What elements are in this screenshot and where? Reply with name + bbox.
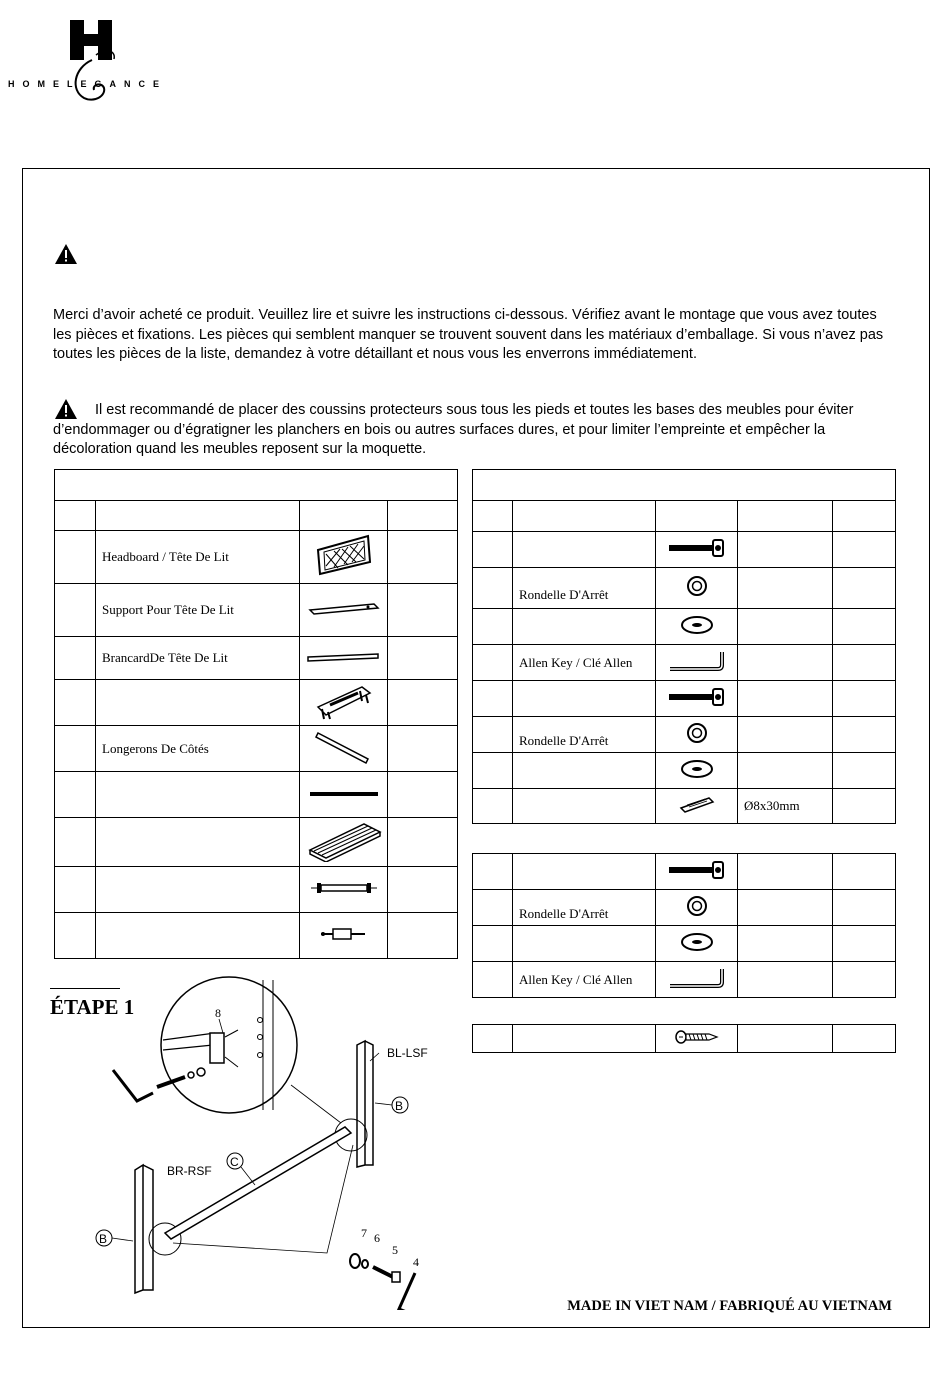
dowel-icon: [677, 794, 717, 814]
screw-icon: [673, 1029, 721, 1045]
part-label: Rondelle D'Arrêt: [513, 568, 656, 609]
table-row: [473, 532, 896, 568]
rail-c: [165, 1127, 351, 1239]
svg-text:6: 6: [374, 1231, 380, 1245]
lock-washer-icon: [685, 721, 709, 745]
part-label: Rondelle D'Arrêt: [513, 890, 656, 926]
bolt-icon: [665, 686, 729, 708]
svg-text:C: C: [230, 1155, 239, 1169]
center-rail-icon: [309, 879, 379, 897]
support-bracket-icon: [308, 598, 380, 618]
lock-washer-icon: [685, 894, 709, 918]
table-row: [55, 637, 458, 680]
svg-text:B: B: [99, 1232, 108, 1246]
table-row: [55, 772, 458, 818]
country-of-origin: MADE IN VIET NAM / FABRIQUÉ AU VIETNAM: [567, 1298, 892, 1314]
table-row: [55, 531, 458, 584]
table-row: [55, 867, 458, 913]
logo-h-mark: [70, 20, 112, 60]
center-leg-icon: [319, 925, 369, 943]
intro-paragraph: Merci d’avoir acheté ce produit. Veuillez lire et suivre les instructions ci-dessous. Vérifiez avant le montage que vous avez toutes les pièces et fixations. Les pièces qui semblent manquer se trouvent souvent dans les matériaux d’emballage. Si vous n’avez pas toutes les pièces de la liste, demandez à votre détaillant et nous vous les enverrons immédiatement.: [53, 307, 884, 362]
footboard-icon: [314, 681, 374, 721]
table-row: [473, 568, 896, 609]
brand-logo: [0, 15, 200, 115]
brand-wordmark: HOMELEGANCE: [8, 79, 168, 89]
table-row: [473, 854, 896, 890]
table-row: [473, 645, 896, 681]
post-br-rsf: [135, 1165, 153, 1293]
part-label: Allen Key / Clé Allen: [513, 962, 656, 998]
detail-zoom-circle: [161, 977, 297, 1113]
allen-key-drawing: [113, 1070, 153, 1101]
allen-key-icon: [666, 648, 728, 674]
table-row: [473, 1025, 896, 1053]
hardware-table: [472, 1024, 896, 1053]
table-row: [473, 609, 896, 645]
headboard-icon: [314, 532, 374, 578]
bolt-icon: [665, 537, 729, 559]
svg-text:7: 7: [361, 1226, 367, 1240]
table-row: [473, 753, 896, 789]
table-header: [473, 470, 896, 501]
svg-text:BR-RSF: BR-RSF: [167, 1164, 212, 1178]
allen-key-icon: [666, 965, 728, 991]
table-row: [473, 789, 896, 824]
table-row: [473, 962, 896, 998]
part-label: Support Pour Tête De Lit: [96, 584, 300, 637]
size-label: Ø8x30mm: [738, 789, 833, 824]
step-title: ÉTAPE 1: [50, 995, 135, 1019]
table-row: [473, 890, 896, 926]
svg-text:4: 4: [413, 1255, 419, 1269]
table-row: [55, 818, 458, 867]
side-rail-icon: [314, 727, 374, 767]
table-header: [55, 470, 458, 501]
table-row: [473, 717, 896, 753]
hardware-table: [472, 853, 896, 998]
table-row: [55, 913, 458, 959]
table-row: [55, 584, 458, 637]
callout-8: 8: [215, 1006, 221, 1020]
part-label: BrancardDe Tête De Lit: [96, 637, 300, 680]
slat-icon: [308, 789, 380, 799]
flat-washer-icon: [679, 759, 715, 779]
warning-icon: [54, 243, 78, 265]
table-row: [473, 926, 896, 962]
parts-table: [54, 469, 458, 959]
part-label: Headboard / Tête De Lit: [96, 531, 300, 584]
hardware-table: [472, 469, 896, 824]
svg-text:5: 5: [392, 1243, 398, 1257]
table-row: [55, 726, 458, 772]
flat-washer-icon: [679, 615, 715, 635]
part-label: Longerons De Côtés: [96, 726, 300, 772]
lock-washer-icon: [685, 574, 709, 598]
flat-washer-icon: [679, 932, 715, 952]
assembly-diagram: [95, 975, 455, 1310]
svg-text:BL-LSF: BL-LSF: [387, 1046, 428, 1060]
table-row: [55, 680, 458, 726]
part-label: Allen Key / Clé Allen: [513, 645, 656, 681]
part-label: Rondelle D'Arrêt: [513, 717, 656, 753]
bolt-icon: [665, 859, 729, 881]
table-row: [473, 681, 896, 717]
floor-protection-warning: Il est recommandé de placer des coussins protecteurs sous tous les pieds et toutes les bases des meubles pour éviter d’endommager ou d’égratigner les planchers en bois ou autres surfaces dures, et pour limiter l’empreinte et empêcher la décoloration quand les meubles reposent sur la moquette.: [53, 402, 854, 457]
svg-text:B: B: [395, 1099, 404, 1113]
slat-bundle-icon: [306, 818, 382, 862]
rail-icon: [306, 649, 382, 663]
